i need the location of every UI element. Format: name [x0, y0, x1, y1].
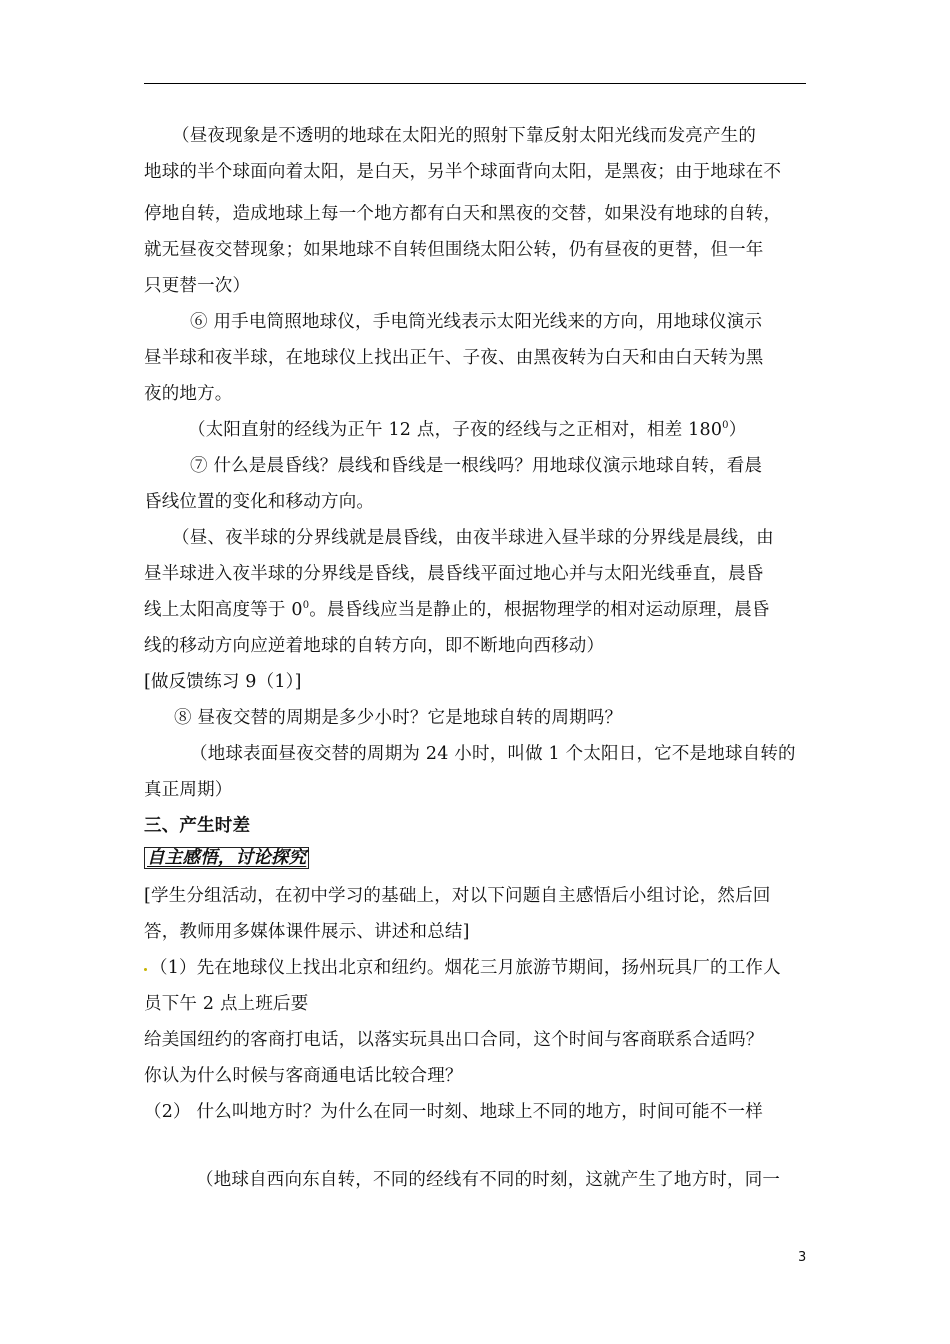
- text-line: 停地自转，造成地球上每一个地方都有白天和黑夜的交替，如果没有地球的自转，: [144, 204, 782, 224]
- text-line: 答，教师用多媒体课件展示、讲述和总结]: [144, 922, 470, 942]
- boxed-title: 自主感悟，讨论探究: [144, 847, 309, 869]
- text-line: （昼夜现象是不透明的地球在太阳光的照射下靠反射太阳光线而发亮产生的: [172, 126, 757, 146]
- text-line: [144, 598, 769, 622]
- marker-dot: [144, 968, 147, 971]
- text-line: 线的移动方向应逆着地球的自转方向，即不断地向西移动）: [144, 636, 605, 656]
- text-line: [188, 418, 746, 442]
- text-line: 夜的地方。: [144, 384, 233, 404]
- activity-title: [144, 846, 309, 870]
- text-segment: ）: [728, 420, 747, 440]
- text-segment: 。晨昏线应当是静止的，根据物理学的相对运动原理，晨昏: [309, 600, 770, 620]
- text-line: 你认为什么时候与客商通电话比较合理？: [144, 1066, 463, 1086]
- text-line: [做反馈练习 9（1）]: [144, 672, 302, 692]
- text-line: 真正周期）: [144, 780, 233, 800]
- text-line: [学生分组活动，在初中学习的基础上，对以下问题自主感悟后小组讨论，然后回: [144, 886, 771, 906]
- text-line: ⑧ 昼夜交替的周期是多少小时？它是地球自转的周期吗？: [174, 708, 623, 728]
- text-line: （昼、夜半球的分界线就是晨昏线，由夜半球进入昼半球的分界线是晨线，由: [172, 528, 774, 548]
- text-line: ⑥ 用手电筒照地球仪，手电筒光线表示太阳光线来的方向，用地球仪演示: [190, 312, 763, 332]
- text-segment: （太阳直射的经线为正午 12 点，子夜的经线与之正相对，相差 180: [188, 420, 723, 440]
- text-line: 给美国纽约的客商打电话，以落实玩具出口合同，这个时间与客商联系合适吗？: [144, 1030, 764, 1050]
- text-segment: 线上太阳高度等于 0: [144, 600, 303, 620]
- text-line: （1）先在地球仪上找出北京和纽约。烟花三月旅游节期间，扬州玩具厂的工作人: [150, 958, 781, 978]
- text-line: 只更替一次）: [144, 276, 251, 296]
- text-line: 昏线位置的变化和移动方向。: [144, 492, 375, 512]
- degree-superscript: 0: [302, 600, 310, 612]
- text-line: （2） 什么叫地方时？为什么在同一时刻、地球上不同的地方，时间可能不一样: [144, 1102, 763, 1122]
- section-heading: 三、产生时差: [144, 816, 251, 836]
- text-line: （地球自西向东自转，不同的经线有不同的时刻，这就产生了地方时，同一: [196, 1170, 781, 1190]
- text-line: 员下午 2 点上班后要: [144, 994, 309, 1014]
- text-line: 就无昼夜交替现象；如果地球不自转但围绕太阳公转，仍有昼夜的更替，但一年: [144, 240, 764, 260]
- text-line: （地球表面昼夜交替的周期为 24 小时，叫做 1 个太阳日，它不是地球自转的: [190, 744, 796, 764]
- page-number: 3: [798, 1250, 807, 1265]
- header-rule: [144, 83, 806, 84]
- degree-superscript: 0: [722, 420, 729, 432]
- text-line: ⑦ 什么是晨昏线？晨线和昏线是一根线吗？用地球仪演示地球自转，看晨: [190, 456, 763, 476]
- text-line: 地球的半个球面向着太阳，是白天，另半个球面背向太阳，是黑夜；由于地球在不: [144, 162, 782, 182]
- text-line: 昼半球进入夜半球的分界线是昏线，晨昏线平面过地心并与太阳光线垂直，晨昏: [144, 564, 764, 584]
- text-line: 昼半球和夜半球，在地球仪上找出正午、子夜、由黑夜转为白天和由白天转为黑: [144, 348, 764, 368]
